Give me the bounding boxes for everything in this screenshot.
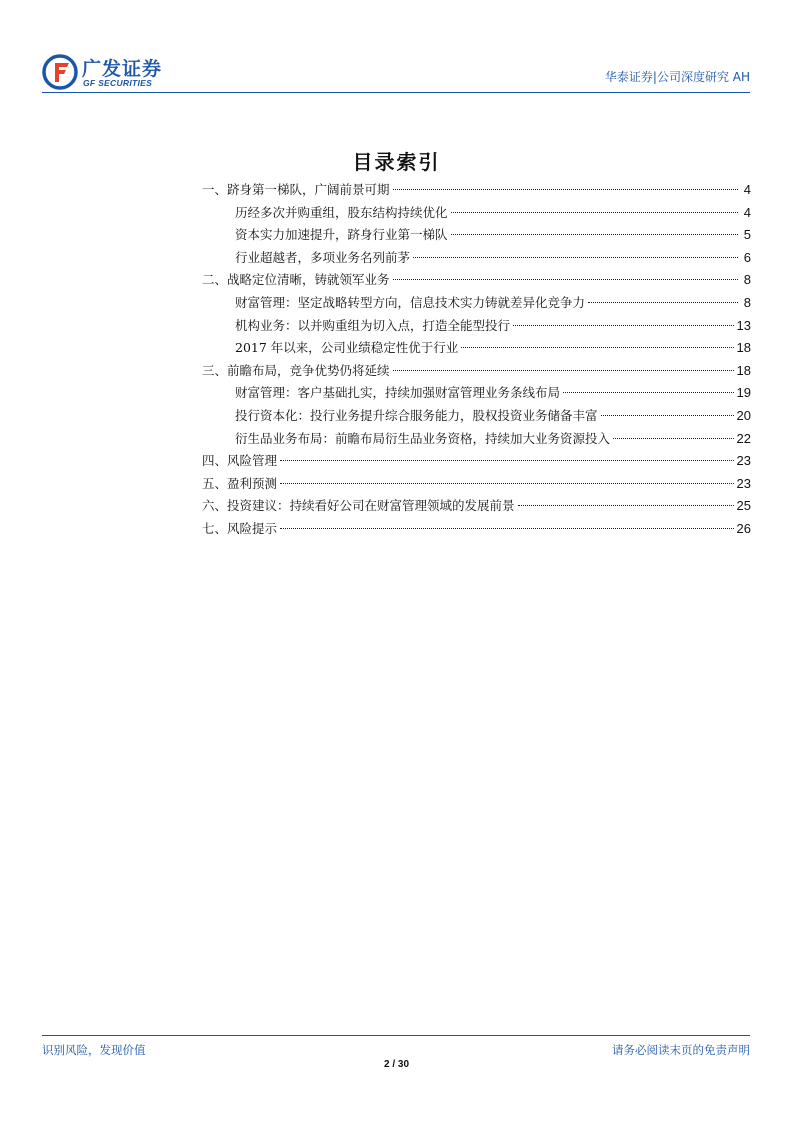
toc-leader-dots bbox=[280, 482, 734, 484]
toc-page-number: 6 bbox=[743, 249, 751, 265]
toc-entry[interactable] bbox=[202, 361, 751, 384]
toc-entry[interactable] bbox=[202, 451, 751, 474]
toc-entry[interactable] bbox=[202, 406, 751, 429]
toc-entry-text: 五、盈利预测 bbox=[202, 475, 278, 491]
toc-entry[interactable] bbox=[202, 383, 751, 406]
toc-entry-text: 七、风险提示 bbox=[202, 520, 278, 536]
page-number: 2 / 30 bbox=[383, 1059, 410, 1070]
toc-entry[interactable] bbox=[202, 293, 751, 316]
toc-entry[interactable] bbox=[202, 496, 751, 519]
toc-entry[interactable] bbox=[202, 203, 751, 226]
report-type-label: 华泰证券|公司深度研究 AH bbox=[604, 70, 750, 84]
toc-entry-text: 资本实力加速提升，跻身行业第一梯队 bbox=[235, 227, 448, 243]
toc-leader-dots bbox=[393, 278, 738, 280]
footer-slogan: 识别风险，发现价值 bbox=[42, 1043, 146, 1057]
toc-leader-dots bbox=[613, 437, 734, 439]
gf-securities-logo bbox=[42, 52, 182, 92]
toc-entry[interactable] bbox=[202, 429, 751, 452]
toc-entry-text: 历经多次并购重组，股东结构持续优化 bbox=[235, 204, 448, 220]
toc-entry[interactable] bbox=[202, 474, 751, 497]
toc-page-number: 5 bbox=[743, 227, 751, 243]
gf-logo-icon bbox=[42, 54, 78, 90]
toc-leader-dots bbox=[588, 301, 738, 303]
toc-entry[interactable] bbox=[202, 225, 751, 248]
toc-page-number: 4 bbox=[743, 204, 751, 220]
toc-page-number: 23 bbox=[736, 453, 751, 469]
logo-text-cn: 广发证券 bbox=[82, 58, 163, 80]
logo-text-en: GF SECURITIES bbox=[83, 78, 153, 88]
toc-leader-dots bbox=[393, 369, 734, 371]
toc-entry-text: 衍生品业务布局：前瞻布局衍生品业务资格，持续加大业务资源投入 bbox=[235, 430, 611, 446]
toc-entry-text: 一、跻身第一梯队，广阔前景可期 bbox=[202, 182, 390, 197]
toc-entry-text: 2017 年以来，公司业绩稳定性优于行业 bbox=[235, 340, 459, 356]
toc-page-number: 8 bbox=[743, 272, 751, 288]
toc-leader-dots bbox=[451, 233, 738, 235]
toc-leader-dots bbox=[451, 211, 738, 213]
toc-entry-text: 三、前瞻布局，竞争优势仍将延续 bbox=[202, 362, 390, 378]
header-divider bbox=[42, 92, 750, 93]
toc-leader-dots bbox=[518, 504, 734, 506]
toc-entry-text: 二、战略定位清晰，铸就领军业务 bbox=[202, 272, 390, 288]
toc-page-number: 22 bbox=[736, 430, 751, 446]
toc-page-number: 19 bbox=[736, 385, 751, 401]
toc-leader-dots bbox=[413, 256, 738, 258]
toc-page-number: 26 bbox=[736, 520, 751, 536]
toc-page-number: 25 bbox=[736, 498, 751, 514]
toc-entry[interactable] bbox=[202, 338, 751, 361]
toc-page-number: 23 bbox=[736, 475, 751, 491]
toc-page-number: 18 bbox=[736, 340, 751, 356]
toc-leader-dots bbox=[601, 414, 734, 416]
toc-entry[interactable] bbox=[202, 316, 751, 339]
toc-leader-dots bbox=[280, 459, 734, 461]
footer-divider bbox=[42, 1035, 750, 1036]
page-header bbox=[42, 52, 750, 92]
toc-entry-text: 六、投资建议：持续看好公司在财富管理领域的发展前景 bbox=[202, 498, 515, 514]
footer-disclaimer: 请务必阅读末页的免责声明 bbox=[612, 1043, 750, 1057]
toc-entry-text: 机构业务：以并购重组为切入点，打造全能型投行 bbox=[235, 317, 511, 333]
toc-leader-dots bbox=[513, 324, 734, 326]
toc-page-number: 20 bbox=[736, 407, 751, 423]
toc-page-number: 18 bbox=[736, 362, 751, 378]
toc-leader-dots bbox=[280, 527, 734, 529]
table-of-contents bbox=[202, 180, 751, 542]
toc-page-number: 4 bbox=[743, 182, 751, 197]
toc-entry-text: 四、风险管理 bbox=[202, 453, 278, 469]
toc-entry-text: 财富管理：坚定战略转型方向，信息技术实力铸就差异化竞争力 bbox=[235, 294, 586, 310]
toc-entry-text: 行业超越者，多项业务名列前茅 bbox=[235, 249, 411, 265]
toc-leader-dots bbox=[461, 346, 733, 348]
toc-entry[interactable] bbox=[202, 248, 751, 271]
toc-entry[interactable] bbox=[202, 519, 751, 542]
toc-page-number: 8 bbox=[743, 294, 751, 310]
toc-entry-text: 财富管理：客户基础扎实，持续加强财富管理业务条线布局 bbox=[235, 385, 561, 401]
toc-entry[interactable] bbox=[202, 270, 751, 293]
toc-page-number: 13 bbox=[736, 317, 751, 333]
toc-leader-dots bbox=[563, 391, 734, 393]
toc-leader-dots bbox=[393, 188, 738, 190]
toc-entry-text: 投行资本化：投行业务提升综合服务能力，股权投资业务储备丰富 bbox=[235, 407, 598, 423]
toc-title: 目录索引 bbox=[352, 150, 441, 174]
toc-entry[interactable] bbox=[202, 180, 751, 203]
